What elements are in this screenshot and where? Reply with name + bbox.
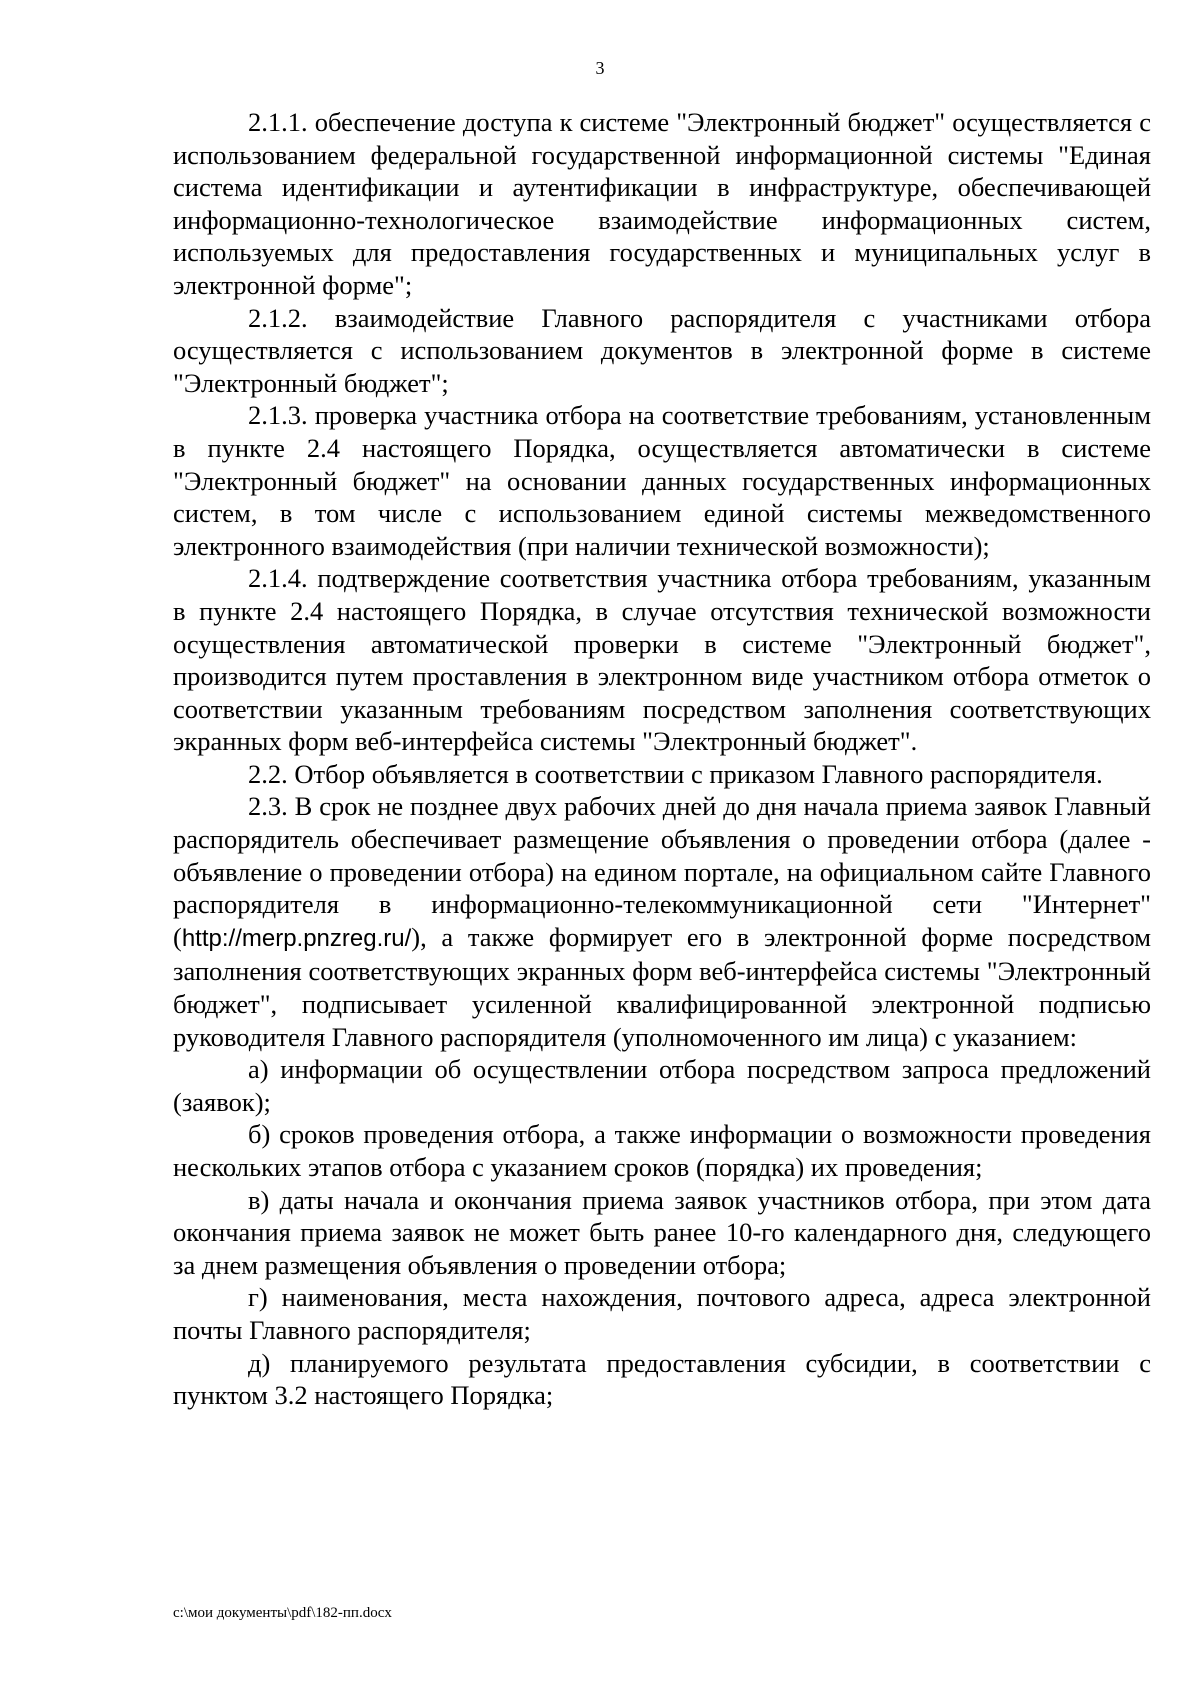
list-item-a: а) информации об осуществлении отбора посредством запроса предложений (заявок); [173, 1054, 1151, 1117]
paragraph-2-3-text-after: ), а также формирует его в электронной форме посредством заполнения соответствующих экранных форм веб-интерфейса системы "Электронный бюджет", подписывает усиленной квалифицированной электронной подписью руководителя Главного распорядителя (уполномоченного им лица) с указанием: [173, 921, 1151, 1052]
list-item-b: б) сроков проведения отбора, а также информации о возможности проведения нескольких этапов отбора с указанием сроков (порядка) их проведения; [173, 1119, 1151, 1182]
paragraph-2-3-text-before: 2.3. В срок не позднее двух рабочих дней до дня начала приема заявок Главный распорядитель обеспечивает размещение объявления о проведении отбора (далее - объявление о проведении отбора) на едином портале, на официальном сайте Главного распорядителя в информационно-телекоммуникационной сети "Интернет" ( [173, 791, 1151, 952]
paragraph-2-2: 2.2. Отбор объявляется в соответствии с приказом Главного распорядителя. [248, 758, 1103, 789]
list-item-v: в) даты начала и окончания приема заявок участников отбора, при этом дата окончания приема заявок не может быть ранее 10-го календарного дня, следующего за днем размещения объявления о проведении отбора; [173, 1184, 1151, 1280]
footer-file-path: c:\мои документы\pdf\182-пп.docx [173, 1605, 392, 1621]
paragraph-2-1-1: 2.1.1. обеспечение доступа к системе "Электронный бюджет" осуществляется с использованием федеральной государственной информационной системы "Единая система идентификации и аутентификации в инфраструктуре, обеспечивающей информационно-технологическое взаимодействие информационных систем, используемых для предоставления государственных и муниципальных услуг в электронной форме"; [173, 107, 1151, 300]
page-number: 3 [595, 58, 605, 78]
list-item-d: д) планируемого результата предоставления субсидии, в соответствии с пунктом 3.2 настоящего Порядка; [173, 1347, 1151, 1411]
paragraph-2-1-3: 2.1.3. проверка участника отбора на соответствие требованиям, установленным в пункте 2.4 настоящего Порядка, осуществляется автоматически в системе "Электронный бюджет" на основании данных государственных информационных систем, в том числе с использованием единой системы межведомственного электронного взаимодействия (при наличии технической возможности); [173, 400, 1151, 561]
paragraph-2-1-4: 2.1.4. подтверждение соответствия участника отбора требованиям, указанным в пункте 2.4 настоящего Порядка, в случае отсутствия технической возможности осуществления автоматической проверки в системе "Электронный бюджет", производится путем проставления в электронном виде участником отбора отметок о соответствии указанным требованиям посредством заполнения соответствующих экранных форм веб-интерфейса системы "Электронный бюджет". [173, 563, 1151, 757]
paragraph-2-1-2: 2.1.2. взаимодействие Главного распорядителя с участниками отбора осуществляется с использованием документов в электронной форме в системе "Электронный бюджет"; [173, 302, 1151, 398]
list-item-g: г) наименования, места нахождения, почтового адреса, адреса электронной почты Главного распорядителя; [173, 1282, 1151, 1345]
paragraph-2-3 [173, 790, 1151, 1053]
document-body [173, 106, 1151, 1412]
website-link[interactable]: http://merp.pnzreg.ru/ [181, 924, 412, 952]
